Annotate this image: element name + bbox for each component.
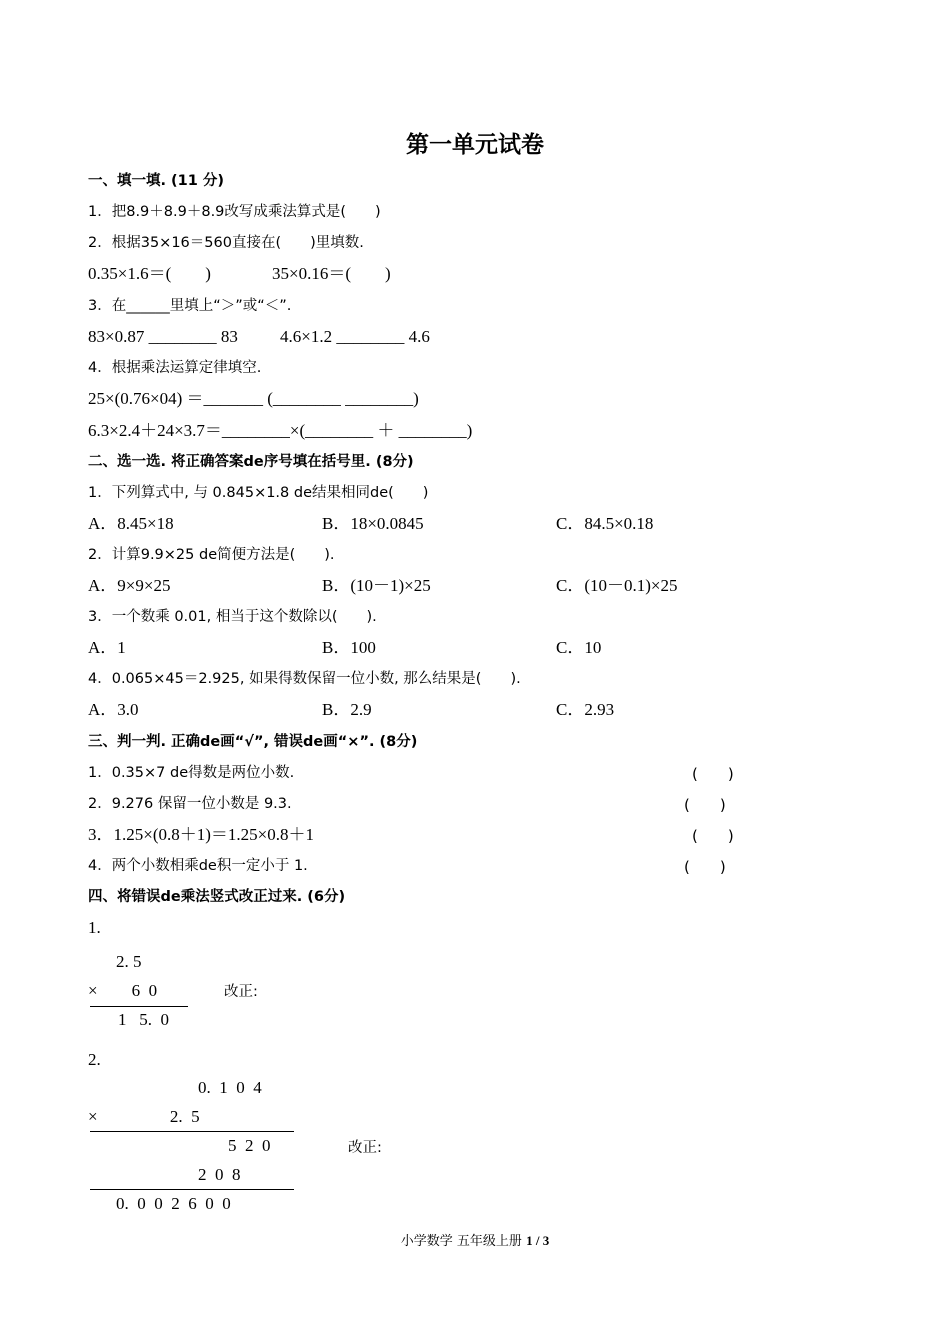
section-4-heading: 四、将错误de乘法竖式改正过来. (6分) — [88, 889, 346, 905]
section-3-heading: 三、判一判. 正确de画“√”, 错误de画“×”. (8分) — [88, 734, 418, 750]
s2-q1-option-c: C．84.5×0.18 — [556, 514, 654, 533]
s1-question-4b: 6.3×2.4＋24×3.7＝________×(________ ＋ ________) — [88, 421, 473, 440]
section-1-heading: 一、填一填. (11 分) — [88, 173, 225, 189]
s4-p2-row-4: 2 0 8 — [198, 1165, 241, 1184]
s2-question-4: 4．0.065×45＝2.925, 如果得数保留一位小数, 那么结果是( ). — [88, 671, 521, 687]
s1-question-4: 4．根据乘法运算定律填空. — [88, 360, 262, 376]
s4-p2-rule-2 — [90, 1189, 294, 1190]
s4-p2-row-2: × 2. 5 — [88, 1107, 200, 1126]
page-number: 1 / 3 — [526, 1233, 550, 1248]
s1-question-3a: 83×0.87 ________ 83 — [88, 327, 238, 346]
s2-question-1: 1．下列算式中, 与 0.845×1.8 de结果相同de( ) — [88, 485, 429, 501]
s1-question-2a: 0.35×1.6＝( ) — [88, 264, 211, 283]
s3-item-2: 2．9.276 保留一位小数是 9.3. — [88, 796, 292, 812]
s2-q1-option-a: A．8.45×18 — [88, 514, 174, 533]
s4-p2-row-1: 0. 1 0 4 — [198, 1078, 262, 1097]
s1-question-2b: 35×0.16＝( ) — [272, 264, 391, 283]
s1-question-3b: 4.6×1.2 ________ 4.6 — [280, 327, 430, 346]
s4-problem-2-label: 2. — [88, 1050, 101, 1069]
s2-q4-option-a: A．3.0 — [88, 700, 139, 719]
page-title: 第一单元试卷 — [406, 132, 544, 158]
page-footer — [0, 1230, 950, 1249]
s3-item-1: 1．0.35×7 de得数是两位小数. — [88, 765, 295, 781]
s4-p1-row-1: 2. 5 — [116, 952, 142, 971]
s3-item-2-bracket: ( ) — [684, 796, 726, 814]
s4-p1-row-2: × 6 0 — [88, 981, 158, 1000]
s1-question-2: 2．根据35×16＝560直接在( )里填数. — [88, 235, 364, 251]
s3-item-1-bracket: ( ) — [692, 765, 734, 783]
s3-item-3: 3．1.25×(0.8＋1)＝1.25×0.8＋1 — [88, 825, 314, 844]
s1-question-3: 3．在______里填上“＞”或“＜”. — [88, 298, 292, 314]
s4-p1-rule — [90, 1006, 188, 1007]
s2-q4-option-c: C．2.93 — [556, 700, 615, 719]
s3-item-4-bracket: ( ) — [684, 858, 726, 876]
s2-question-2: 2．计算9.9×25 de简便方法是( ). — [88, 547, 335, 563]
s4-p2-row-5: 0. 0 0 2 6 0 0 — [116, 1194, 231, 1213]
s2-q1-option-b: B．18×0.0845 — [322, 514, 424, 533]
s4-p1-row-3: 1 5. 0 — [118, 1010, 169, 1029]
s2-q2-option-c: C．(10－0.1)×25 — [556, 576, 678, 595]
s3-item-3-bracket: ( ) — [692, 827, 734, 845]
s2-q3-option-c: C．10 — [556, 638, 602, 657]
s2-q4-option-b: B．2.9 — [322, 700, 372, 719]
s3-item-4: 4．两个小数相乘de积一定小于 1. — [88, 858, 308, 874]
s4-p2-row-3: 5 2 0 — [228, 1136, 271, 1155]
s1-question-4a: 25×(0.76×04) ＝_______ (________ ________) — [88, 389, 419, 408]
s4-p2-rule-1 — [90, 1131, 294, 1132]
s2-q3-option-b: B．100 — [322, 638, 376, 657]
s4-p1-fix-label: 改正: — [224, 984, 258, 1000]
s4-p2-fix-label: 改正: — [348, 1140, 382, 1156]
section-2-heading: 二、选一选. 将正确答案de序号填在括号里. (8分) — [88, 454, 414, 470]
s4-problem-1-label: 1. — [88, 918, 101, 937]
s2-question-3: 3．一个数乘 0.01, 相当于这个数除以( ). — [88, 609, 377, 625]
s1-question-1: 1．把8.9＋8.9＋8.9改写成乘法算式是( ) — [88, 204, 381, 220]
footer-text: 小学数学 五年级上册 — [400, 1234, 522, 1249]
s2-q3-option-a: A．1 — [88, 638, 126, 657]
s2-q2-option-a: A．9×9×25 — [88, 576, 171, 595]
s2-q2-option-b: B．(10－1)×25 — [322, 576, 431, 595]
